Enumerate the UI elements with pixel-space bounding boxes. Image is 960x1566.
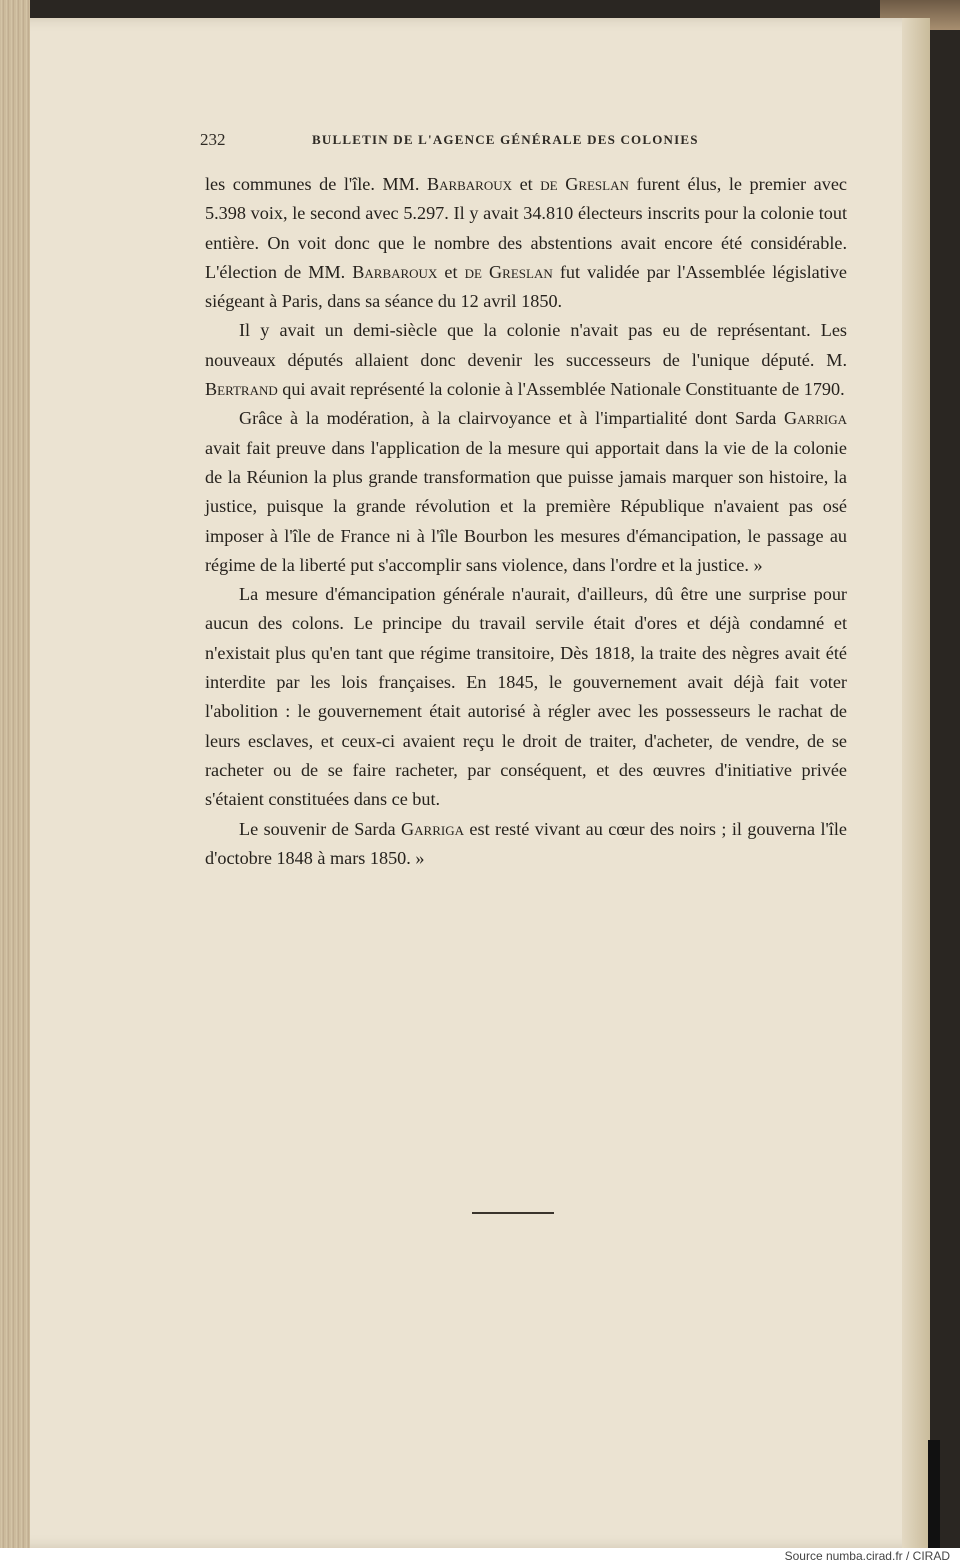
paragraph-3: Grâce à la modération, à la clairvoyance et à l'impartialité dont Sarda Garriga avait fait preuve dans l'application de la mesure qui apportait dans la vie de la colonie de la Réunion la plus grande transformation que puisse jamais marquer son histoire, la justice, puisque la grande révolution et la première République n'avaient pas osé imposer à l'île de France ni à l'île Bourbon les mesures d'émancipation, le passage au régime de la liberté put s'accomplir sans violence, dans l'ordre et la justice. » xyxy=(205,408,847,575)
name-de-greslan: de Greslan xyxy=(540,174,629,194)
name-barbaroux: Barbaroux xyxy=(426,174,513,194)
name-de-greslan: de Greslan xyxy=(464,261,553,282)
page-number: 232 xyxy=(200,130,226,149)
paragraph-5: Le souvenir de Sarda Garriga est resté vivant au cœur des noirs ; il gouverna l'île d'octobre 1848 à mars 1850. » xyxy=(205,818,847,868)
page-gutter xyxy=(902,18,930,1548)
scan-edge xyxy=(928,1440,940,1548)
end-rule xyxy=(472,1212,554,1214)
source-credit: Source numba.cirad.fr / CIRAD xyxy=(784,1549,950,1563)
paragraph-4: La mesure d'émancipation générale n'aurait, d'ailleurs, dû être une surprise pour aucun des colons. Le principe du travail servile était d'ores et déjà condamné et n'existait plus qu'en tant que régime transitoire, Dès 1818, la traite des nègres avait été interdite par les lois françaises. En 1845, le gouvernement avait déjà fait voter l'abolition : le gouvernement était autorisé à régler avec les possesseurs le rachat de leurs esclaves, et ceux-ci avaient reçu le droit de traiter, d'acheter, de vendre, de se racheter ou de se faire racheter, par conséquent, et des œuvres d'initiative privée s'étaient constituées dans ce but. xyxy=(205,584,847,810)
body-text xyxy=(205,170,847,873)
name-barbaroux: Barbaroux xyxy=(352,261,438,282)
name-garriga: Garriga xyxy=(784,408,847,429)
paragraph-2: Il y avait un demi-siècle que la colonie n'avait pas eu de représentant. Les nouveaux députés allaient donc devenir les successeurs de l'unique député. M. Bertrand qui avait représenté la colonie à l'Assemblée Nationale Constituante de 1790. xyxy=(205,320,847,400)
name-bertrand: Bertrand xyxy=(205,379,278,400)
paragraph-1: les communes de l'île. MM. Barbaroux et de Greslan furent élus, le premier avec 5.398 voix, le second avec 5.297. Il y avait 34.810 électeurs inscrits pour la colonie tout entière. On voit donc que le nombre des abstentions avait encore été considérable. L'élection de MM. Barbaroux et de Greslan fut validée par l'Assemblée législative siégeant à Paris, dans sa séance du 12 avril 1850. xyxy=(205,174,847,312)
page-header xyxy=(200,130,850,154)
running-title: BULLETIN DE L'AGENCE GÉNÉRALE DES COLONIES xyxy=(312,132,699,147)
name-garriga: Garriga xyxy=(401,818,465,839)
page-edges xyxy=(0,0,30,1548)
